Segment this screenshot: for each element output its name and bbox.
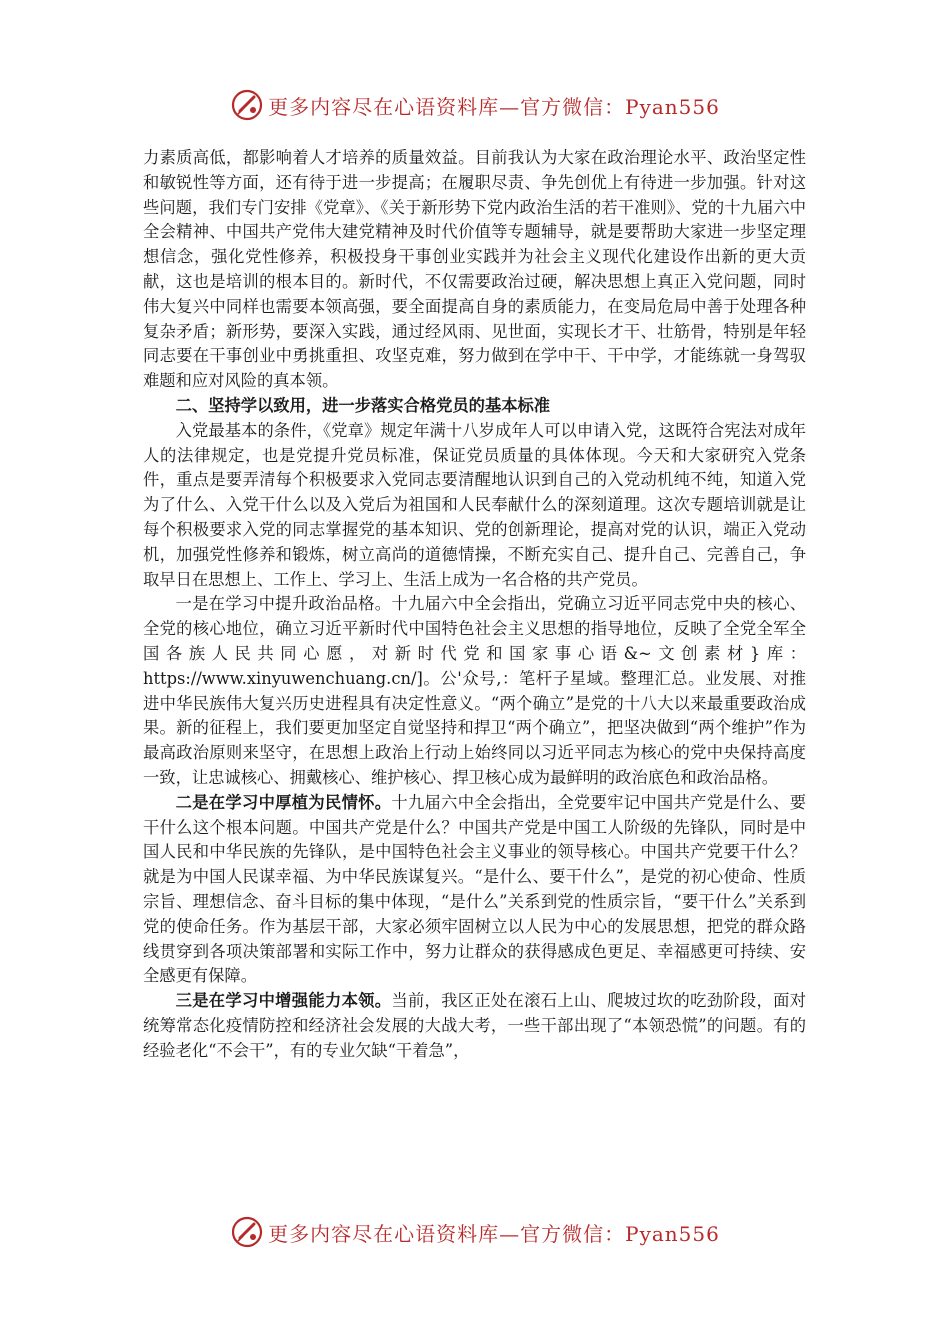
paragraph-5 xyxy=(143,989,806,1063)
footer-banner-text: 更多内容尽在心语资料库—官方微信：Pyan556 xyxy=(268,1221,720,1246)
footer-banner xyxy=(0,1212,950,1252)
header-banner xyxy=(0,85,950,125)
header-banner-text: 更多内容尽在心语资料库—官方微信：Pyan556 xyxy=(268,94,720,119)
paragraph-4 xyxy=(143,791,806,989)
seal-logo-icon xyxy=(230,88,264,122)
paragraph-5-lead: 三是在学习中增强能力本领。 xyxy=(175,991,392,1011)
section-heading-2: 二、坚持学以致用，进一步落实合格党员的基本标准 xyxy=(175,395,551,415)
paragraph-2: 入党最基本的条件，《党章》规定年满十八岁成年人可以申请入党，这既符合宪法对成年人的法律规定，也是党提升党员标准，保证党员质量的具体体现。今天和大家研究入党条件，重点是要弄清每个积极要求入党同志要清醒地认识到自己的入党动机纯不纯，知道入党为了什么、入党干什么以及入党后为祖国和人民奉献什么的深刻道理。这次专题培训就是让每个积极要求入党的同志掌握党的基本知识、党的创新理论，提高对党的认识，端正入党动机，加强党性修养和锻炼，树立高尚的道德情操，不断充实自己、提升自己、完善自己，争取早日在思想上、工作上、学习上、生活上成为一名合格的共产党员。 xyxy=(143,420,806,589)
paragraph-3: 一是在学习中提升政治品格。十九届六中全会指出，党确立习近平同志党中央的核心、全党的核心地位，确立习近平新时代中国特色社会主义思想的指导地位，反映了全党全军全国各族人民共同心愿，对新时代党和国家事心语&~文创素材}库：https://www.xinyuwenchuang.cn/]。公'众号,：笔杆子星域。整理汇总。业发展、对推进中华民族伟大复兴历史进程具有决定性意义。“两个确立”是党的十八大以来最重要政治成果。新的征程上，我们要更加坚定自觉坚持和捍卫“两个确立”，把坚决做到“两个维护”作为最高政治原则来坚守，在思想上政治上行动上始终同以习近平同志为核心的党中央保持高度一致，让忠诚核心、拥戴核心、维护核心、捍卫核心成为最鲜明的政治底色和政治品格。 xyxy=(143,594,806,787)
paragraph-4-text: 十九届六中全会指出，全党要牢记中国共产党是什么、要干什么这个根本问题。中国共产党是什么？中国共产党是中国工人阶级的先锋队，同时是中国人民和中华民族的先锋队，是中国特色社会主义事业的领导核心。中国共产党要干什么？就是为中国人民谋幸福、为中华民族谋复兴。“是什么、要干什么”，是党的初心使命、性质宗旨、理想信念、奋斗目标的集中体现，“是什么”关系到党的性质宗旨，“要干什么”关系到党的使命任务。作为基层干部，大家必须牢固树立以人民为中心的发展思想，把党的群众路线贯穿到各项决策部署和实际工作中，努力让群众的获得感成色更足、幸福感更可持续、安全感更有保障。 xyxy=(143,792,806,986)
document-body xyxy=(143,146,806,1063)
paragraph-4-lead: 二是在学习中厚植为民情怀。 xyxy=(175,792,392,812)
paragraph-5-text: 当前，我区正处在滚石上山、爬坡过坎的吃劲阶段，面对统筹常态化疫情防控和经济社会发展的大战大考，一些干部出现了“本领恐慌”的问题。有的经验老化“不会干”，有的专业欠缺“干着急”， xyxy=(143,991,806,1060)
paragraph-1: 力素质高低，都影响着人才培养的质量效益。目前我认为大家在政治理论水平、政治坚定性和敏锐性等方面，还有待于进一步提高；在履职尽责、争先创优上有待进一步加强。针对这些问题，我们专门安排《党章》、《关于新形势下党内政治生活的若干准则》、党的十九届六中全会精神、中国共产党伟大建党精神及时代价值等专题辅导，就是要帮助大家进一步坚定理想信念，强化党性修养，积极投身干事创业实践并为社会主义现代化建设作出新的更大贡献，这也是培训的根本目的。新时代，不仅需要政治过硬，解决思想上真正入党问题，同时伟大复兴中同样也需要本领高强，要全面提高自身的素质能力，在变局危局中善于处理各种复杂矛盾；新形势，要深入实践，通过经风雨、见世面，实现长才干、壮筋骨，特别是年轻同志要在干事创业中勇挑重担、攻坚克难，努力做到在学中干、干中学，才能练就一身驾驭难题和应对风险的真本领。 xyxy=(143,148,806,391)
seal-logo-icon xyxy=(230,1215,264,1249)
